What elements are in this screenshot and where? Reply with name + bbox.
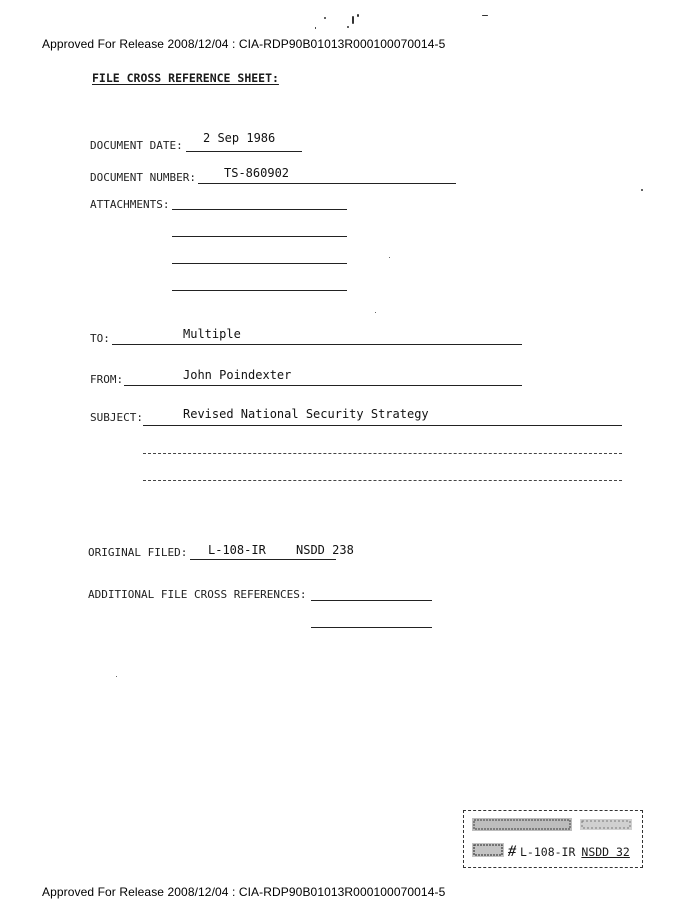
attachments-line <box>172 209 347 210</box>
additional-refs-line <box>311 627 432 628</box>
to-value: Multiple <box>183 327 241 341</box>
document-date-label: DOCUMENT DATE: <box>90 139 183 152</box>
release-header: Approved For Release 2008/12/04 : CIA-RDP90B01013R000100070014-5 <box>42 37 446 51</box>
document-date-value: 2 Sep 1986 <box>203 131 276 145</box>
from-label: FROM: <box>90 373 124 386</box>
scan-speck <box>375 312 376 313</box>
stamp-file-label-image <box>472 842 504 862</box>
scan-speck <box>482 15 488 16</box>
attachments-line <box>172 236 347 237</box>
from-line <box>124 385 522 386</box>
page-title: FILE CROSS REFERENCE SHEET: <box>92 71 279 85</box>
original-filed-label: ORIGINAL FILED: <box>88 546 188 559</box>
attachments-line <box>172 263 347 264</box>
subject-line <box>143 480 622 481</box>
stamp-hash: # <box>508 842 516 860</box>
original-filed-value: L-108-IR <box>208 543 266 557</box>
scan-speck <box>389 257 390 258</box>
stamp-file-line <box>472 841 630 862</box>
attachments-label: ATTACHMENTS: <box>90 198 170 211</box>
from-value: John Poindexter <box>183 368 292 382</box>
subject-value: Revised National Security Strategy <box>183 407 429 421</box>
stamp-file-code: L-108-IR <box>520 844 576 859</box>
stamp-nsdd: NSDD 32 <box>581 844 630 859</box>
additional-refs-label: ADDITIONAL FILE CROSS REFERENCES: <box>88 588 307 601</box>
scan-speck <box>641 189 643 191</box>
scan-speck <box>116 676 117 677</box>
attachments-line <box>172 290 347 291</box>
original-filed-nsdd: NSDD 238 <box>296 543 354 557</box>
to-line <box>112 344 522 345</box>
scan-speck <box>347 26 349 28</box>
document-number-value: TS-860902 <box>224 166 290 180</box>
subject-line <box>143 425 622 426</box>
file-stamp <box>463 810 643 868</box>
scan-speck <box>324 17 326 19</box>
subject-line <box>143 453 622 454</box>
document-number-line <box>198 183 456 184</box>
to-label: TO: <box>90 332 110 345</box>
release-footer: Approved For Release 2008/12/04 : CIA-RDP90B01013R000100070014-5 <box>42 885 446 899</box>
document-number-label: DOCUMENT NUMBER: <box>90 171 196 184</box>
stamp-registry-header <box>472 817 636 833</box>
stamp-registry-header-image <box>472 817 636 833</box>
scan-speck <box>352 16 354 24</box>
original-filed-line <box>190 559 336 560</box>
scan-speck <box>357 14 359 17</box>
subject-label: SUBJECT: <box>90 411 143 424</box>
additional-refs-line <box>311 600 432 601</box>
document-date-line <box>186 151 302 152</box>
scan-speck <box>315 27 316 29</box>
